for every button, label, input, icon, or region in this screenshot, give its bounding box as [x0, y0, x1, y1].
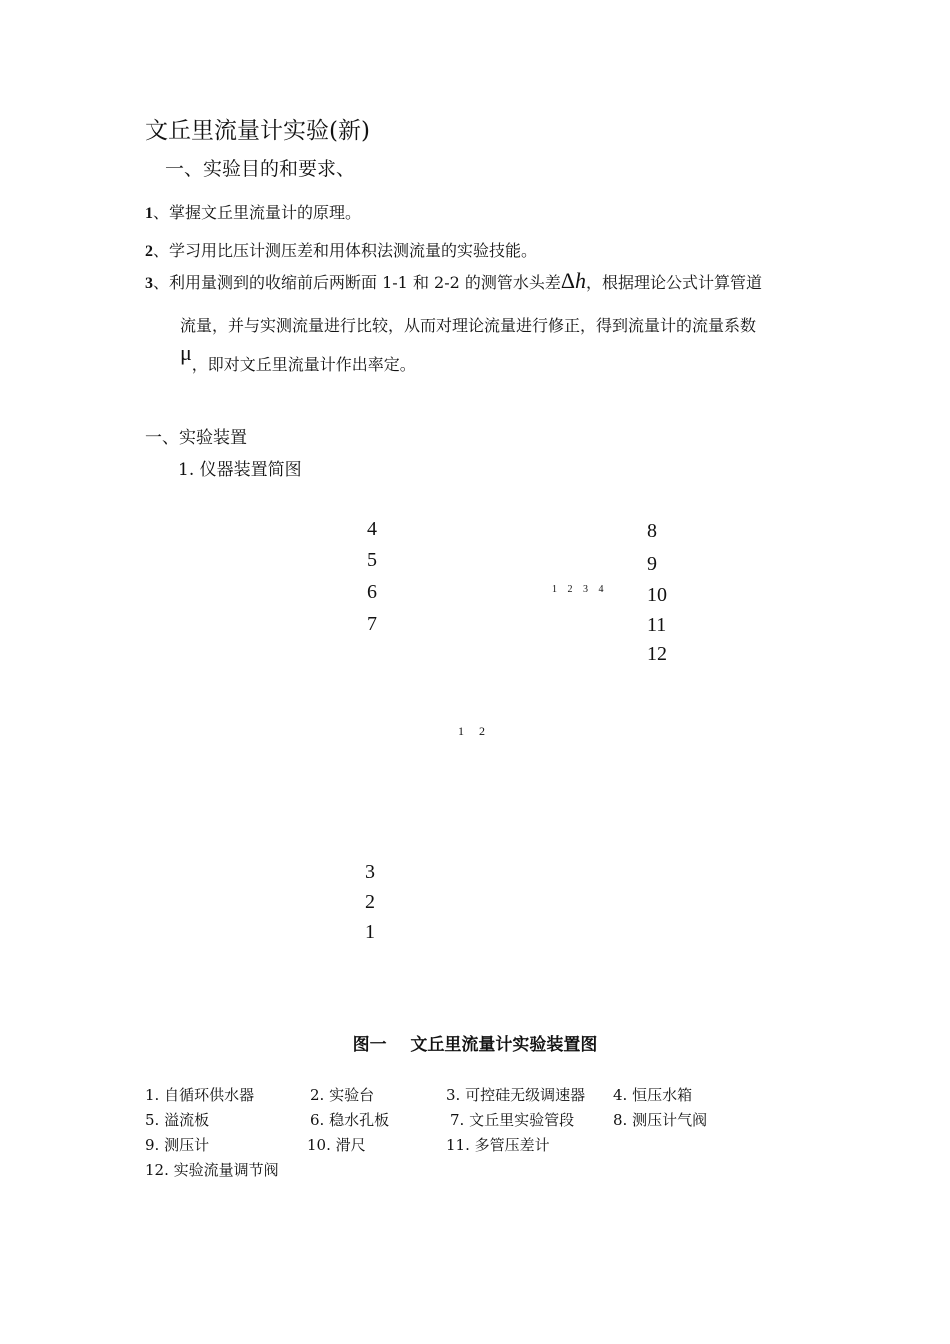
- figure-label: 1: [365, 921, 375, 943]
- objective-item-1: [145, 200, 361, 223]
- legend-item: 12. 实验流量调节阀: [145, 1161, 279, 1179]
- objective-item-3: [145, 268, 762, 294]
- item-text: 、利用量测到的收缩前后两断面 1-1 和 2-2 的测管水头差: [153, 273, 561, 292]
- figure-tube-numbers: 1 2 3 4: [552, 584, 608, 595]
- item-number: 1: [145, 205, 153, 222]
- legend-item: 10. 滑尺: [307, 1136, 366, 1154]
- legend-item: 4. 恒压水箱: [613, 1086, 693, 1104]
- item-text: ，即对文丘里流量计作出率定。: [191, 355, 416, 374]
- subheading-diagram: 1. 仪器装置简图: [178, 460, 302, 480]
- section-heading-objectives: 一、实验目的和要求、: [165, 158, 356, 180]
- legend-item: 9. 测压计: [145, 1136, 210, 1154]
- figure-label: 11: [647, 614, 667, 636]
- caption-prefix: 图一: [352, 1035, 387, 1055]
- legend-item: 8. 测压计气阀: [613, 1111, 708, 1129]
- figure-label: 4: [367, 518, 377, 540]
- figure-label: 5: [367, 549, 377, 571]
- figure-label: 3: [365, 861, 375, 883]
- legend-item: 7. 文丘里实验管段: [450, 1111, 575, 1129]
- section-heading-apparatus: 一、实验装置: [145, 428, 247, 448]
- figure-label: 8: [647, 520, 657, 542]
- legend-item: 6. 稳水孔板: [310, 1111, 390, 1129]
- item-number: 2: [145, 243, 153, 260]
- item-number: 3: [145, 275, 153, 292]
- legend-item: 11. 多管压差计: [446, 1136, 550, 1154]
- figure-label: 12: [647, 643, 667, 665]
- figure-label: 6: [367, 581, 377, 603]
- legend-item: 3. 可控硅无级调速器: [446, 1086, 586, 1104]
- objective-item-3-line3: [180, 340, 416, 374]
- caption-text: 文丘里流量计实验装置图: [410, 1035, 598, 1055]
- item-text: 、掌握文丘里流量计的原理。: [153, 203, 362, 222]
- page-title: 文丘里流量计实验(新): [145, 118, 370, 144]
- figure-label: 10: [647, 584, 667, 606]
- figure-label: 9: [647, 553, 657, 575]
- figure-label: 7: [367, 613, 377, 635]
- figure-caption: [0, 1030, 950, 1055]
- legend-item: 5. 溢流板: [145, 1111, 210, 1129]
- figure-label: 2: [365, 891, 375, 913]
- legend-item: 1. 自循环供水器: [145, 1086, 255, 1104]
- mu-symbol: μ: [180, 340, 192, 365]
- delta-h-symbol: Δh: [560, 268, 587, 293]
- objective-item-2: [145, 238, 537, 261]
- legend-item: 2. 实验台: [310, 1086, 375, 1104]
- item-text: 、学习用比压计测压差和用体积法测流量的实验技能。: [153, 241, 538, 260]
- objective-item-3-line2: 流量，并与实测流量进行比较，从而对理论流量进行修正，得到流量计的流量系数: [180, 316, 757, 335]
- figure-section-numbers: 1 2: [458, 724, 491, 738]
- item-text-after: ，根据理论公式计算管道: [586, 273, 763, 292]
